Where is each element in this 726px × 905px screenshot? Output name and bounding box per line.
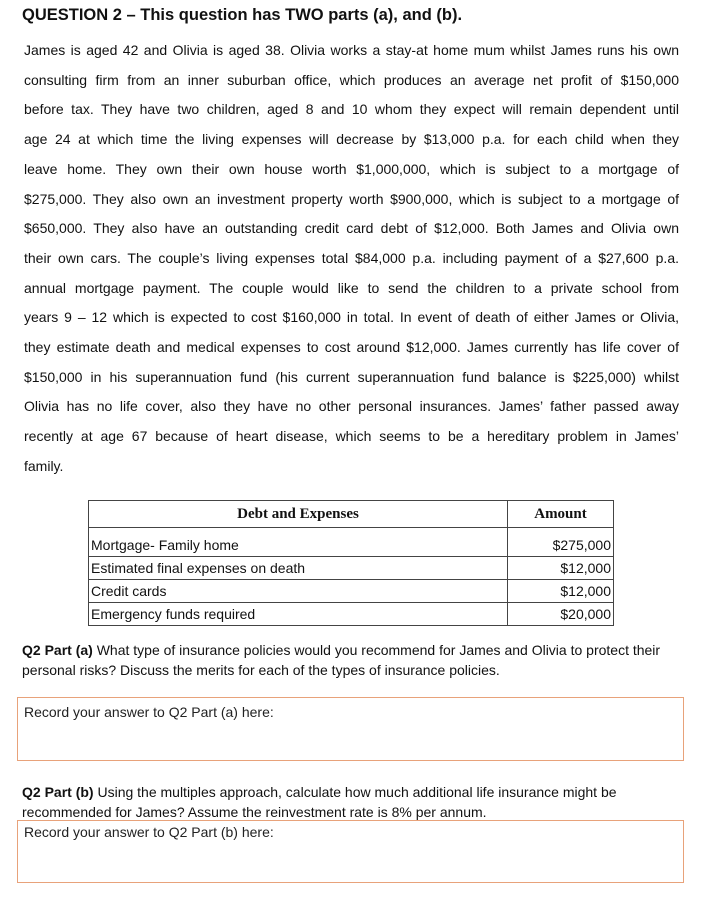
header-amount: Amount — [508, 501, 614, 528]
part-b-question — [22, 782, 682, 822]
table-header-row — [89, 501, 614, 528]
row-item: Estimated final expenses on death — [89, 557, 508, 580]
part-a-label: Q2 Part (a) — [22, 642, 93, 658]
table-row — [89, 557, 614, 580]
debt-expenses-table — [88, 500, 614, 626]
part-b-label: Q2 Part (b) — [22, 784, 94, 800]
scenario-line: $275,000. They also own an investment property worth $900,000, which is subject to a mortgage of — [24, 190, 679, 207]
scenario-line: years 9 – 12 which is expected to cost $160,000 in total. In event of death of either James or Olivia, — [24, 309, 679, 326]
table-row — [89, 603, 614, 626]
scenario-line: annual mortgage payment. The couple would like to send the children to a private school from — [24, 279, 679, 296]
part-b-answer-prompt: Record your answer to Q2 Part (b) here: — [24, 824, 274, 840]
scenario-line: before tax. They have two children, aged 8 and 10 whom they expect will remain dependent until — [24, 101, 679, 118]
question-heading: QUESTION 2 – This question has TWO parts (a), and (b). — [22, 6, 463, 24]
part-a-text: What type of insurance policies would you recommend for James and Olivia to protect their personal risks? Discuss the merits for each of the types of insurance policies. — [22, 642, 661, 678]
part-b-answer-field[interactable] — [17, 820, 684, 883]
scenario-line: their own cars. The couple’s living expenses total $84,000 p.a. including payment of a $27,600 p.a. — [24, 249, 679, 266]
part-a-question — [22, 640, 682, 680]
scenario-line: James is aged 42 and Olivia is aged 38. Olivia works a stay-at home mum whilst James runs his own — [24, 42, 679, 58]
scenario-line: age 24 at which time the living expenses will decrease by $13,000 p.a. for each child when they — [24, 131, 679, 148]
scenario-paragraph — [24, 36, 679, 482]
part-a-answer-prompt: Record your answer to Q2 Part (a) here: — [24, 704, 274, 720]
row-amount: $275,000 — [508, 534, 614, 557]
part-a-answer-field[interactable] — [17, 697, 684, 761]
row-item: Mortgage- Family home — [89, 534, 508, 557]
scenario-line: they estimate death and medical expenses to cost around $12,000. James currently has life cover of — [24, 339, 679, 356]
row-amount: $12,000 — [508, 580, 614, 603]
scenario-line: recently at age 67 because of heart disease, which seems to be a hereditary problem in James’ — [24, 428, 679, 445]
part-b-text: Using the multiples approach, calculate how much additional life insurance might be recommended for James? Assume the reinvestment rate is 8% per annum. — [22, 784, 617, 820]
scenario-line: consulting firm from an inner suburban office, which produces an average net profit of $150,000 — [24, 71, 679, 88]
table-row — [89, 580, 614, 603]
table-row — [89, 534, 614, 557]
header-debt-expenses: Debt and Expenses — [89, 501, 508, 528]
scenario-line: Olivia has no life cover, also they have no other personal insurances. James’ father passed away — [24, 398, 679, 415]
scenario-line: family. — [24, 457, 64, 474]
row-amount: $12,000 — [508, 557, 614, 580]
scenario-line: leave home. They own their own house worth $1,000,000, which is subject to a mortgage of — [24, 160, 679, 177]
scenario-line: $650,000. They also have an outstanding credit card debt of $12,000. Both James and Olivia own — [24, 220, 679, 237]
row-amount: $20,000 — [508, 603, 614, 626]
row-item: Emergency funds required — [89, 603, 508, 626]
scenario-line: $150,000 in his superannuation fund (his current superannuation fund balance is $225,000) whilst — [24, 368, 679, 385]
row-item: Credit cards — [89, 580, 508, 603]
